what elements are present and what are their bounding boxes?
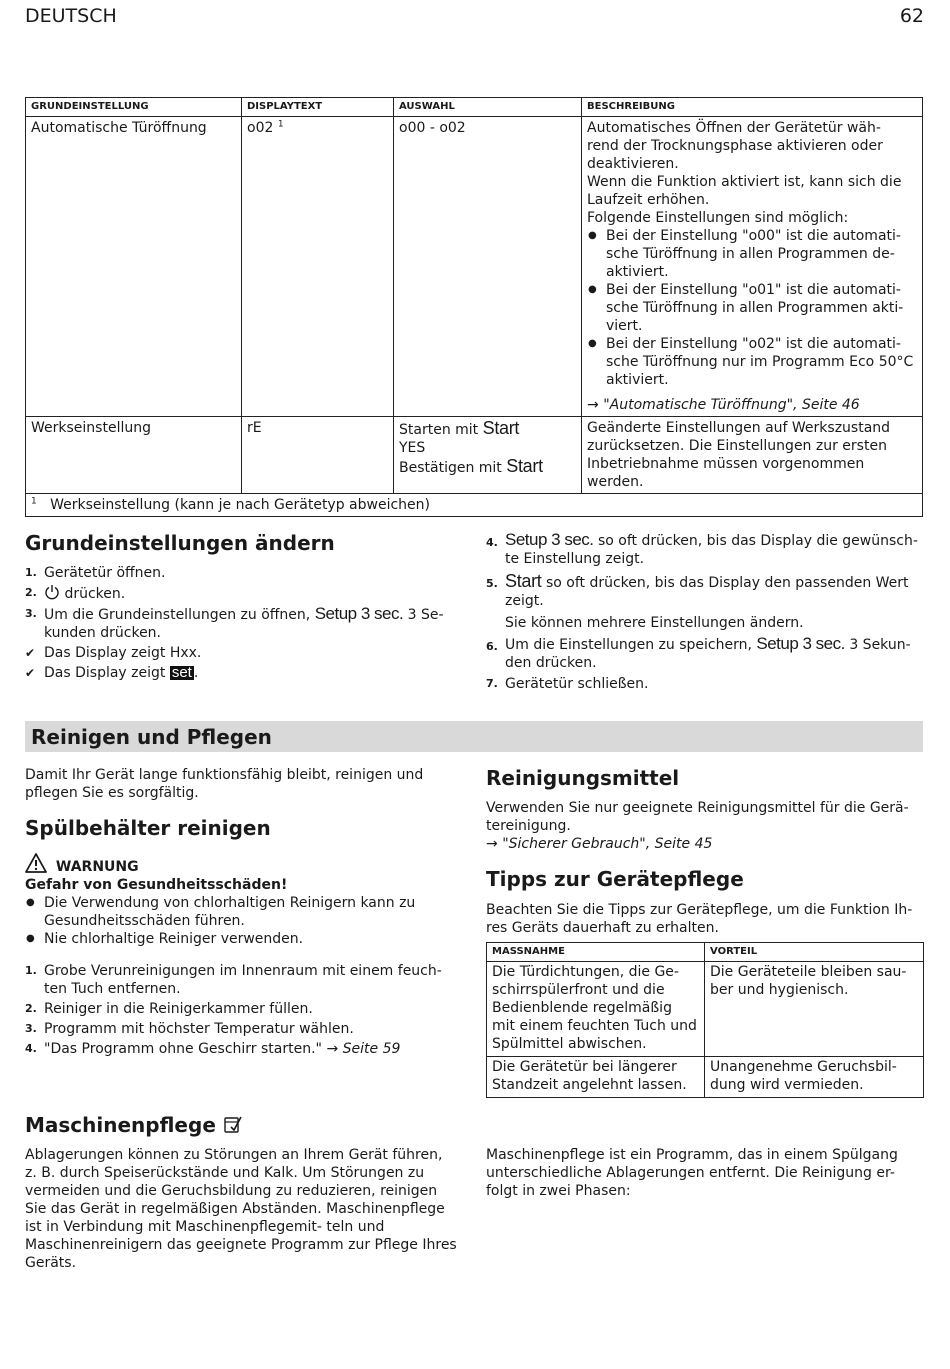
cross-reference bbox=[587, 396, 917, 414]
list-item: 3. Um die Grundeinstellungen zu öffnen, Setup 3 sec. 3 Se- kunden drücken. bbox=[25, 604, 444, 641]
list-item: ● Bei der Einstellung "o02" ist die automati- sche Türöffnung nur im Programm Eco 50°C aktiviert. bbox=[587, 335, 917, 389]
footnote-text: Werkseinstellung (kann je nach Gerätetyp abweichen) bbox=[50, 497, 430, 513]
list-item: 6. Um die Einstellungen zu speichern, Setup 3 sec. 3 Sekun- den drücken. bbox=[486, 634, 911, 671]
description: Geänderte Einstellungen auf Werkszustand zurücksetzen. Die Einstellungen zur ersten Inbetriebnahme müssen vorgenommen werden. bbox=[582, 417, 923, 494]
section-heading: Tipps zur Gerätepflege bbox=[486, 867, 744, 891]
cleaning-steps bbox=[25, 962, 457, 1058]
section-heading: Spülbehälter reinigen bbox=[25, 816, 271, 840]
warning-triangle-icon bbox=[25, 853, 47, 873]
desc-line: Wenn die Funktion aktiviert ist, kann sich die bbox=[587, 174, 902, 190]
col-header: DISPLAYTEXT bbox=[242, 98, 394, 117]
desc-line: Laufzeit erhöhen. bbox=[587, 192, 710, 208]
table-header-row bbox=[487, 943, 924, 962]
list-item: 2. Reiniger in die Reinigerkammer füllen. bbox=[25, 1001, 313, 1017]
arrow-right-icon: → bbox=[326, 1041, 339, 1057]
warning-label: WARNUNG bbox=[55, 859, 139, 875]
cross-reference-text: "Automatische Türöffnung", Seite 46 bbox=[603, 397, 860, 413]
list-item: ✔ Das Display zeigt set . bbox=[25, 664, 199, 681]
table-header-row bbox=[26, 98, 923, 117]
start-key: Start bbox=[505, 571, 542, 591]
list-item: 4. "Das Programm ohne Geschirr starten." → Seite 59 bbox=[25, 1041, 401, 1057]
col-header: BESCHREIBUNG bbox=[582, 98, 923, 117]
list-item: 1. Grobe Verunreinigungen im Innenraum mit einem feuch- ten Tuch entfernen. bbox=[25, 963, 442, 997]
step-list-right bbox=[486, 531, 918, 693]
selection-yes: YES bbox=[399, 440, 426, 456]
list-item: ● Die Verwendung von chlorhaltigen Reinigern kann zu Gesundheitsschäden führen. bbox=[25, 894, 465, 930]
cross-reference bbox=[486, 835, 712, 853]
check-icon: ✔ bbox=[25, 666, 36, 680]
tips-text: Beachten Sie die Tipps zur Gerätepflege, um die Funktion Ih- res Geräts dauerhaft zu erhalten. bbox=[486, 902, 913, 936]
desc-line: deaktivieren. bbox=[587, 156, 679, 172]
start-key: Start bbox=[482, 418, 520, 438]
section-heading: Reinigungsmittel bbox=[486, 766, 680, 790]
setup-key: Setup 3 sec. bbox=[756, 634, 845, 653]
list-item: ● Bei der Einstellung "o00" ist die automati- sche Türöffnung in allen Programmen de- aktiviert. bbox=[587, 227, 917, 281]
selection-cell bbox=[394, 417, 582, 494]
arrow-right-icon: → bbox=[587, 397, 599, 413]
display-text-cell bbox=[242, 117, 394, 417]
desc-line: Folgende Einstellungen sind möglich: bbox=[587, 210, 849, 226]
table-row bbox=[487, 1057, 924, 1098]
section-band bbox=[25, 721, 923, 752]
machine-care-text: Ablagerungen können zu Störungen an Ihrem Gerät führen, z. B. durch Speiserückstände und Kalk. Um Störungen zu vermeiden und die Geruchsbildung zu reduzieren, reinigen Sie das Gerät in regelmäßigen Abständen. Maschinenpflege ist in Verbindung mit Maschinenpflegemit- teln und Maschinenreinigern das geeignete Programm zur Pflege Ihres Geräts. bbox=[25, 1147, 457, 1271]
cleaning-agent-text: Verwenden Sie nur geeignete Reinigungsmittel für die Gerä- tereinigung. bbox=[486, 800, 909, 834]
setup-key: Setup 3 sec. bbox=[314, 604, 404, 623]
description-cell bbox=[582, 117, 923, 417]
display-text: rE bbox=[242, 417, 394, 494]
machine-care-icon bbox=[223, 1114, 243, 1134]
warning-list bbox=[25, 894, 465, 948]
cross-reference-text: Seite 59 bbox=[342, 1041, 401, 1057]
settings-table bbox=[25, 97, 923, 517]
col-header: GRUNDEINSTELLUNG bbox=[26, 98, 242, 117]
list-item: 2. drücken. bbox=[25, 586, 126, 602]
desc-line: Automatisches Öffnen der Gerätetür wäh- bbox=[587, 120, 881, 136]
list-item: 1. Gerätetür öffnen. bbox=[25, 565, 166, 581]
list-item: ● Bei der Einstellung "o01" ist die automati- sche Türöffnung in allen Programmen akti- viert. bbox=[587, 281, 917, 335]
arrow-right-icon: → bbox=[486, 836, 498, 852]
list-item: ✔ Das Display zeigt Hxx. bbox=[25, 645, 202, 661]
step-list-left bbox=[25, 564, 450, 682]
care-tips-table bbox=[486, 942, 924, 1098]
table-row bbox=[26, 117, 923, 417]
footnote-row bbox=[26, 494, 923, 517]
page-number: 62 bbox=[899, 5, 924, 27]
section-title: Reinigen und Pflegen bbox=[31, 725, 272, 749]
table-row bbox=[26, 417, 923, 494]
warning-heading: Gefahr von Gesundheitsschäden! bbox=[25, 877, 288, 893]
measure: Die Gerätetür bei längerer Standzeit angelehnt lassen. bbox=[487, 1057, 705, 1098]
selection: o00 - o02 bbox=[394, 117, 582, 417]
list-item: 4. Setup 3 sec. so oft drücken, bis das Display die gewünsch- te Einstellung zeigt. bbox=[486, 530, 918, 567]
section-heading: Grundeinstellungen ändern bbox=[25, 531, 335, 555]
desc-line: rend der Trocknungsphase aktivieren oder bbox=[587, 138, 883, 154]
benefit: Unangenehme Geruchsbil- dung wird vermieden. bbox=[705, 1057, 924, 1098]
setup-key: Setup 3 sec. bbox=[505, 530, 594, 549]
display-text: o02 bbox=[247, 120, 274, 136]
warning-box bbox=[25, 853, 465, 948]
footnote-number: 1 bbox=[31, 496, 37, 507]
table-row bbox=[487, 962, 924, 1057]
list-item: 5. Start so oft drücken, bis das Display den passenden Wert zeigt. bbox=[486, 571, 909, 609]
list-item: ● Nie chlorhaltige Reiniger verwenden. bbox=[25, 930, 465, 948]
cross-reference-text: "Sicherer Gebrauch", Seite 45 bbox=[502, 836, 713, 852]
language-label: DEUTSCH bbox=[25, 5, 117, 27]
benefit: Die Geräteteile bleiben sau- ber und hygienisch. bbox=[705, 962, 924, 1057]
check-icon: ✔ bbox=[25, 646, 36, 660]
selection-start: Starten mit Start bbox=[399, 418, 520, 438]
footnote-cell bbox=[26, 494, 923, 517]
measure: Die Türdichtungen, die Ge- schirrspülerfront und die Bedienblende regelmäßig mit einem feuchten Tuch und Spülmittel abwischen. bbox=[487, 962, 705, 1057]
setting-name: Werkseinstellung bbox=[26, 417, 242, 494]
intro-text: Damit Ihr Gerät lange funktionsfähig bleibt, reinigen und pflegen Sie es sorgfältig. bbox=[25, 767, 424, 801]
col-header: MASSNAHME bbox=[487, 943, 705, 962]
col-header: VORTEIL bbox=[705, 943, 924, 962]
machine-care-text-right: Maschinenpflege ist ein Programm, das in einem Spülgang unterschiedliche Ablagerungen entfernt. Die Reinigung er- folgt in zwei Phasen: bbox=[486, 1147, 898, 1199]
start-key: Start bbox=[506, 456, 543, 476]
note: Sie können mehrere Einstellungen ändern. bbox=[505, 615, 804, 631]
section-heading: Maschinenpflege bbox=[25, 1113, 243, 1137]
set-display-symbol: set bbox=[171, 664, 192, 681]
power-icon bbox=[44, 584, 60, 600]
col-header: AUSWAHL bbox=[394, 98, 582, 117]
warning-header bbox=[25, 853, 465, 876]
list-item: 3. Programm mit höchster Temperatur wählen. bbox=[25, 1021, 354, 1037]
selection-confirm: Bestätigen mit Start bbox=[399, 456, 543, 476]
list-item: 7. Gerätetür schließen. bbox=[486, 676, 649, 692]
footnote-ref: 1 bbox=[277, 119, 284, 130]
setting-name: Automatische Türöffnung bbox=[26, 117, 242, 417]
option-list bbox=[587, 227, 917, 389]
